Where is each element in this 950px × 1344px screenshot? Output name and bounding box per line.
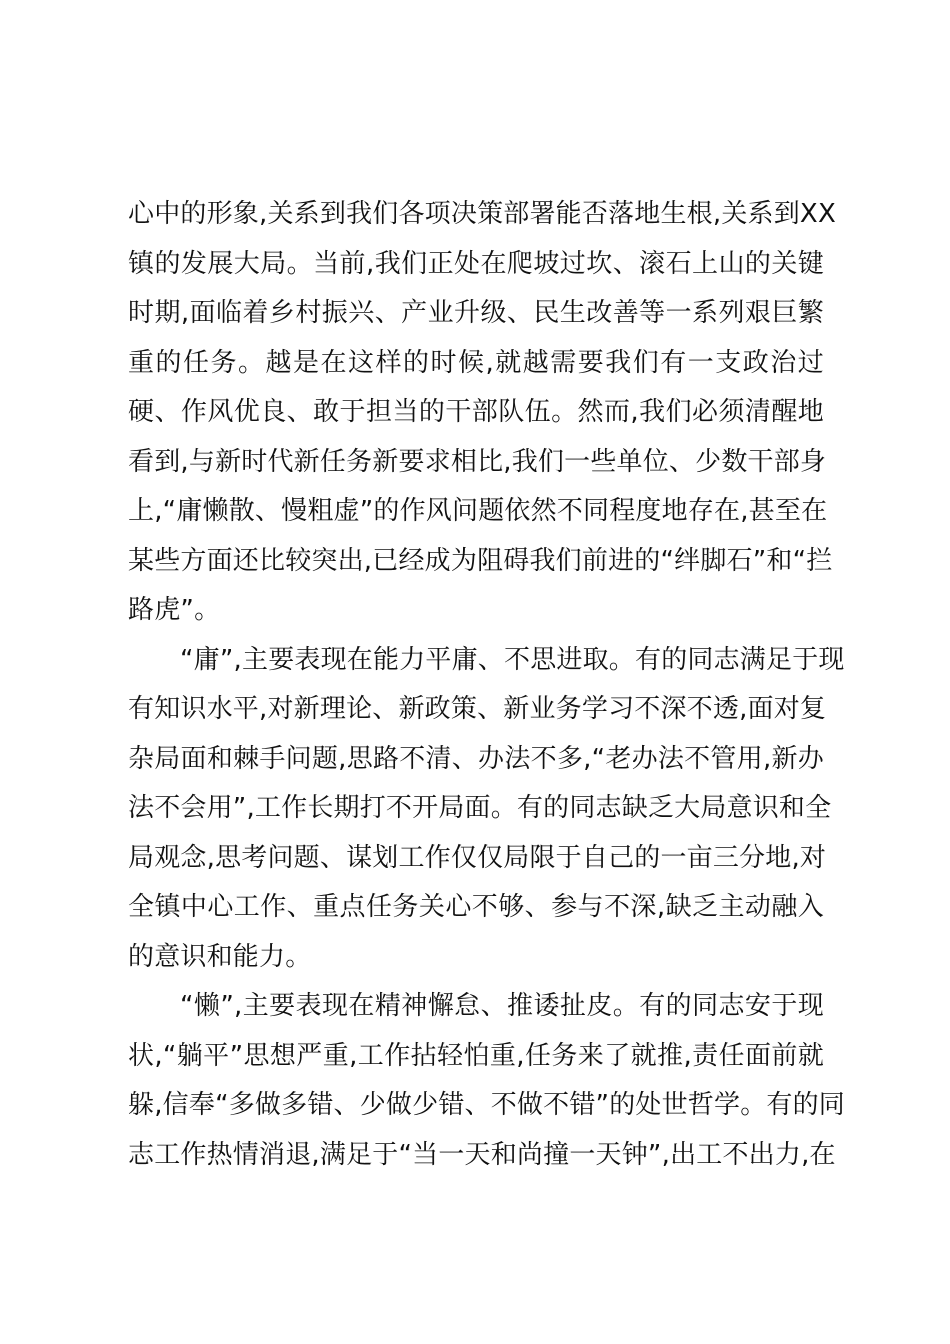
text-line: 局观念,思考问题、谋划工作仅仅局限于自己的一亩三分地,对	[128, 842, 827, 873]
text-line: 全镇中心工作、重点任务关心不够、参与不深,缺乏主动融入	[128, 892, 824, 922]
text-line: “懒”,主要表现在精神懈怠、推诿扯皮。有的同志安于现	[180, 991, 824, 1021]
text-line: 躲,信奉“多做多错、少做少错、不做不错”的处世哲学。有的同	[128, 1090, 846, 1120]
body-text	[128, 190, 846, 1180]
paragraph-3	[128, 982, 846, 1180]
text-line: 的意识和能力。	[128, 941, 312, 972]
paragraph-2	[128, 636, 845, 983]
text-line: “庸”,主要表现在能力平庸、不思进取。有的同志满足于现	[180, 644, 845, 675]
text-line: 时期,面临着乡村振兴、产业升级、民生改善等一系列艰巨繁	[128, 298, 824, 328]
text-line: 状,“躺平”思想严重,工作拈轻怕重,任务来了就推,责任面前就	[128, 1040, 824, 1071]
text-line: 看到,与新时代新任务新要求相比,我们一些单位、少数干部身	[128, 446, 827, 477]
paragraph-1	[128, 190, 836, 636]
text-line: 硬、作风优良、敢于担当的干部队伍。然而,我们必须清醒地	[128, 397, 824, 427]
text-line: 镇的发展大局。当前,我们正处在爬坡过坎、滚石上山的关键	[128, 248, 824, 279]
text-line: 重的任务。越是在这样的时候,就越需要我们有一支政治过	[128, 347, 824, 378]
text-line: 上,“庸懒散、慢粗虚”的作风问题依然不同程度地存在,甚至在	[128, 496, 828, 526]
text-line: 志工作热情消退,满足于“当一天和尚撞一天钟”,出工不出力,在	[128, 1139, 836, 1170]
text-line: 某些方面还比较突出,已经成为阻碍我们前进的“绊脚石”和“拦	[128, 545, 833, 576]
text-line: 法不会用”,工作长期打不开局面。有的同志缺乏大局意识和全	[128, 793, 832, 823]
text-line: 路虎”。	[128, 595, 221, 625]
text-line: 有知识水平,对新理论、新政策、新业务学习不深不透,面对复	[128, 694, 827, 724]
text-line: 杂局面和棘手问题,思路不清、办法不多,“老办法不管用,新办	[128, 743, 824, 774]
text-line: 心中的形象,关系到我们各项决策部署能否落地生根,关系到XX	[128, 199, 836, 229]
